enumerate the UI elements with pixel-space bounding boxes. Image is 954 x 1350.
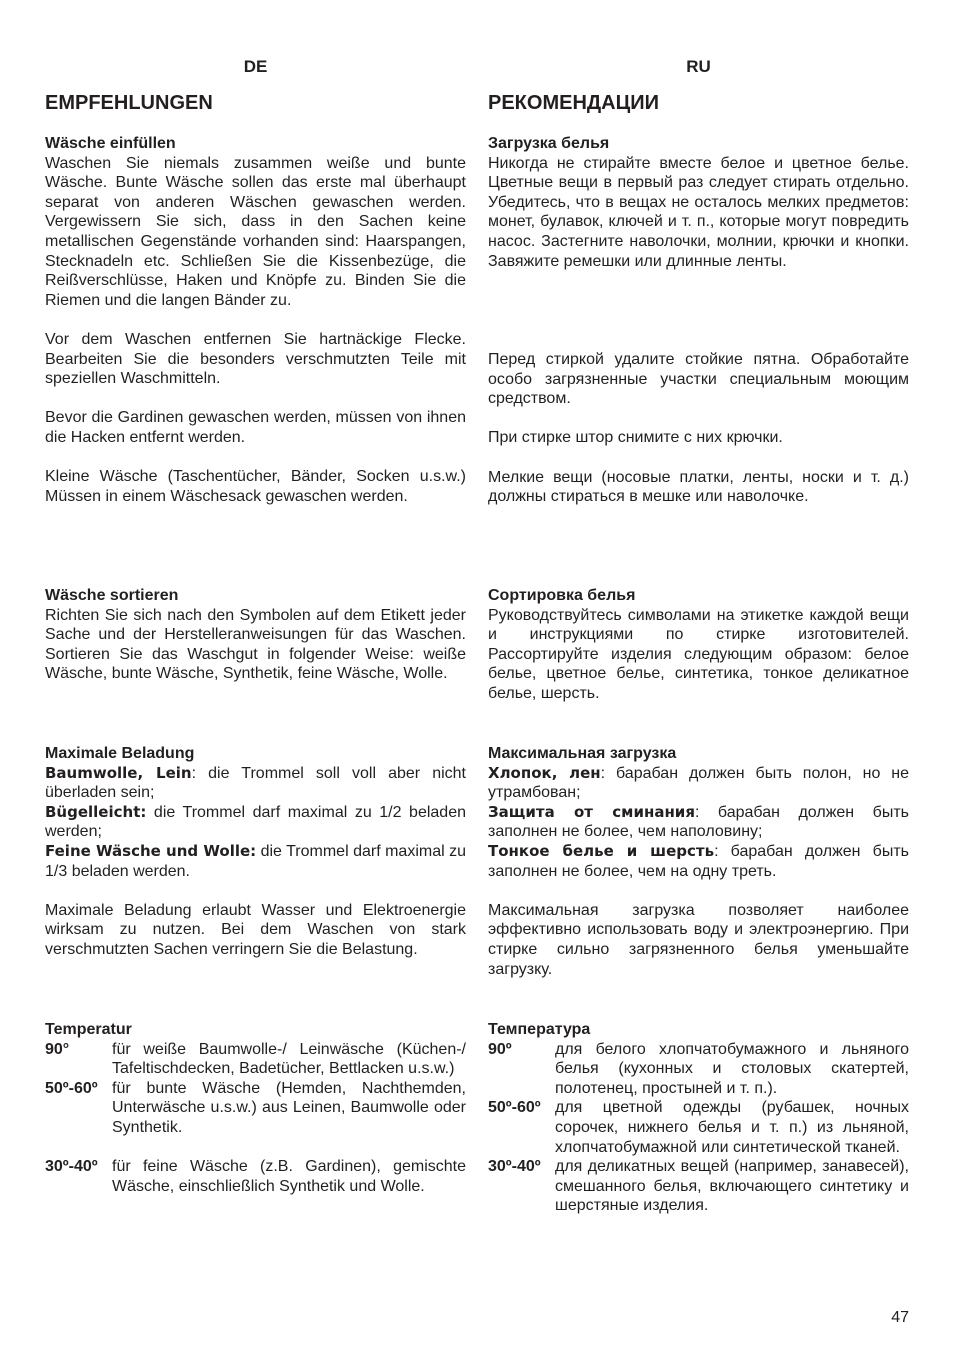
temp-value: 90° [45,1040,70,1058]
section-loading [45,134,466,506]
temp-row [488,1157,909,1216]
temp-row [45,1040,466,1079]
load-item [488,803,909,842]
paragraph: Richten Sie sich nach den Symbolen auf dem Etikett jeder Sache und der Herstelleranweisungen für das Waschen. Sortieren Sie das Waschgut in folgender Weise: weiße Wäsche, bunte Wäsche, Synthetik, feine Wäsche, Wolle. [45,606,466,683]
page-number: 47 [891,1309,909,1326]
section-temperature [488,1020,909,1216]
load-item [45,803,466,842]
temp-desc: для цветной одежды (рубашек, ночных сорочек, нижнего белья и т. п.) из льняной, хлопчатобумажной или синтетической тканей. [555,1099,909,1156]
load-text: die Trommel darf maximal zu 1/2 beladen werden; [45,803,466,841]
temp-value: 50º-60º [488,1099,541,1117]
subheading: Temperatur [45,1021,132,1038]
german-column [45,56,466,1195]
paragraph: Перед стиркой удалите стойкие пятна. Обработайте особо загрязненные участки специальным моющим средством. [488,351,909,408]
load-label: Тонкое белье и шерсть [488,841,715,860]
paragraph: Никогда не стирайте вместе белое и цветное белье. Цветные вещи в первый раз следует стирать отдельно. Убедитесь, что в вещах не осталось мелких предметов: монет, булавок, ключей и т. п., которые могут повредить насос. Застегните наволочки, молнии, крючки и кнопки. Завяжите ремешки или длинные ленты. [488,154,909,270]
section-loading [488,134,909,271]
section-temperature [45,1020,466,1196]
temp-value: 30º-40º [45,1158,98,1176]
temp-row [45,1157,466,1196]
load-label: Bügelleicht: [45,802,147,821]
paragraph: Maximale Beladung erlaubt Wasser und Elektroenergie wirksam zu nutzen. Bei dem Waschen von stark verschmutzten Sachen verringern Sie die Belastung. [45,901,466,958]
subheading: Wäsche sortieren [45,587,179,604]
subheading: Загрузка белья [488,135,610,152]
load-label: Feine Wäsche und Wolle: [45,841,257,860]
section-sorting [488,586,909,704]
temp-desc: für feine Wäsche (z.B. Gardinen), gemischte Wäsche, einschließlich Synthetik und Wolle. [112,1158,466,1195]
paragraph: Kleine Wäsche (Taschentücher, Bänder, Socken u.s.w.) Müssen in einem Wäschesack gewaschen werden. [45,468,466,505]
subheading: Максимальная загрузка [488,745,677,762]
language-label: DE [243,57,268,76]
load-item [45,842,466,881]
temp-desc: für bunte Wäsche (Hemden, Nachthemden, Unterwäsche u.s.w.) aus Leinen, Baumwolle oder Synthetik. [112,1079,466,1136]
russian-column [488,56,910,1215]
load-label: Хлопок, лен [488,763,601,782]
section-max-load [488,744,909,979]
section-title: РЕКОМЕНДАЦИИ [488,92,659,114]
paragraph: Bevor die Gardinen gewaschen werden, müssen von ihnen die Hacken entfernt werden. [45,409,466,446]
paragraph: Мелкие вещи (носовые платки, ленты, носки и т. д.) должны стираться в мешке или наволочке. [488,468,909,506]
paragraph: Waschen Sie niemals zusammen weiße und bunte Wäsche. Bunte Wäsche sollen das erste mal überhaupt separat von anderen Wäschen gewaschen werden. Vergewissern Sie sich, dass in den Sachen keine metallischen Gegenstände vorhanden sind: Haarspangen, Stecknadeln etc. Schließen Sie die Kissenbezüge, die Reißverschlüsse, Haken und Knöpfe zu. Binden Sie die Riemen und die langen Bänder zu. [45,154,466,309]
load-text: : барабан должен быть полон, но не утрамбован; [488,764,910,802]
subheading: Сортировка белья [488,587,636,604]
load-text: : барабан должен быть заполнен не более, чем наполовину; [488,803,909,841]
temp-value: 50º-60º [45,1079,98,1097]
subheading: Maximale Beladung [45,745,195,762]
temp-desc: для деликатных вещей (например, занавесей), смешанного белья, включающего синтетику и шерстяные изделия. [555,1158,909,1215]
subheading: Wäsche einfüllen [45,135,176,152]
section-sorting [45,586,466,684]
load-item [488,842,909,881]
section-title: EMPFEHLUNGEN [45,92,213,114]
load-label: Защита от сминания [488,802,695,821]
paragraph: Руководствуйтесь символами на этикетке каждой вещи и инструкциями по стирке изготовителей. Рассортируйте изделия следующим образом: белое белье, цветное белье, синтетика, тонкое деликатное белье, шерсть. [488,606,909,702]
load-label: Baumwolle, Lein [45,763,192,782]
section-loading-stains [488,350,909,507]
paragraph: Максимальная загрузка позволяет наиболее эффективно использовать воду и электроэнергию. При стирке сильно загрязненного белья уменьшайте загрузку. [488,901,909,978]
paragraph: Vor dem Waschen entfernen Sie hartnäckige Flecke. Bearbeiten Sie die besonders verschmutzten Teile mit speziellen Waschmitteln. [45,330,466,388]
load-item [45,764,466,803]
load-item [488,764,909,803]
subheading: Температура [488,1021,591,1038]
load-text: : барабан должен быть заполнен не более, чем на одну треть. [488,842,909,880]
temp-row [488,1098,909,1157]
temp-desc: für weiße Baumwolle-/ Leinwäsche (Küchen-/ Tafeltischdecken, Badetücher, Bettlacken u.s.w.) [112,1040,466,1078]
temp-desc: для белого хлопчатобумажного и льняного белья (кухонных и столовых скатертей, полотенец, простыней и т. п.). [555,1040,909,1097]
temp-value: 30º-40º [488,1158,541,1176]
section-max-load [45,744,466,960]
paragraph: При стирке штор снимите с них крючки. [488,429,783,447]
load-text: : die Trommel soll voll aber nicht überladen sein; [45,764,466,802]
temp-value: 90º [488,1040,512,1058]
temp-row [45,1079,466,1138]
temp-row [488,1040,909,1099]
load-text: die Trommel darf maximal zu 1/3 beladen werden. [45,842,466,880]
language-label: RU [686,57,711,76]
